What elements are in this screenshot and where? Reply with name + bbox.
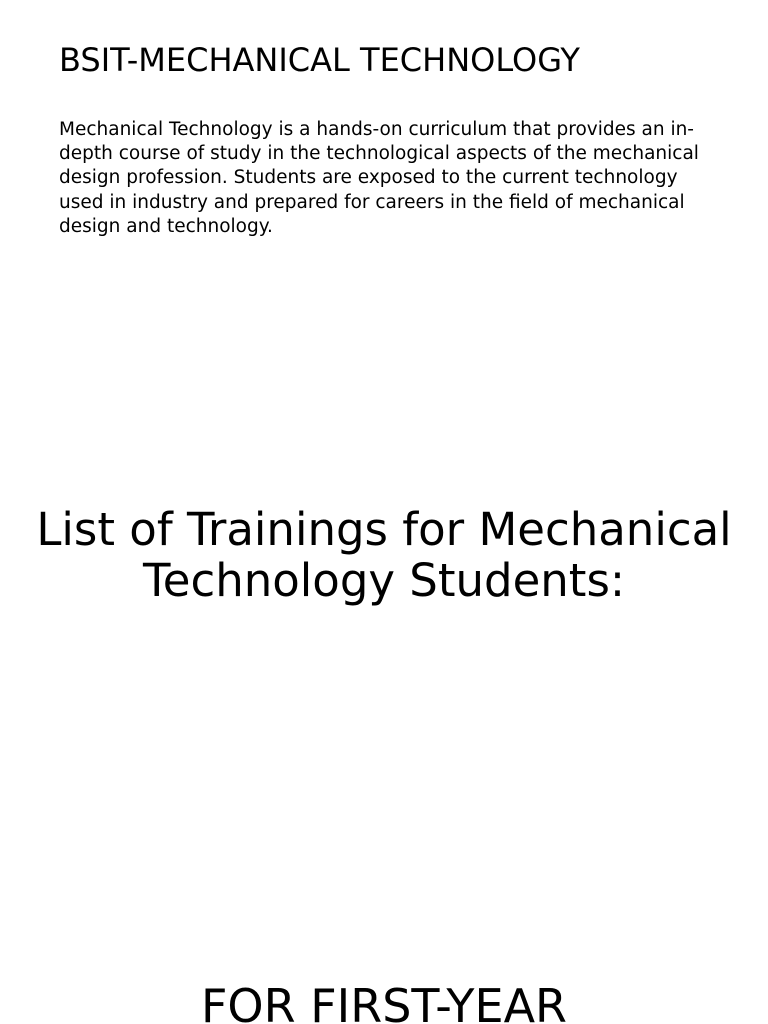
document-title: BSIT-MECHANICAL TECHNOLOGY [59, 41, 580, 79]
first-year-heading: FOR FIRST-YEAR [200, 979, 568, 1024]
intro-paragraph: Mechanical Technology is a hands-on curriculum that provides an in-depth course of study in the technological aspects of the mechanical design profession. Students are exposed to the current technology used in industry and prepared for careers in the field of mechanical design and technology. [59, 119, 699, 237]
trainings-list-heading: List of Trainings for Mechanical Technology Students: [36, 503, 732, 607]
